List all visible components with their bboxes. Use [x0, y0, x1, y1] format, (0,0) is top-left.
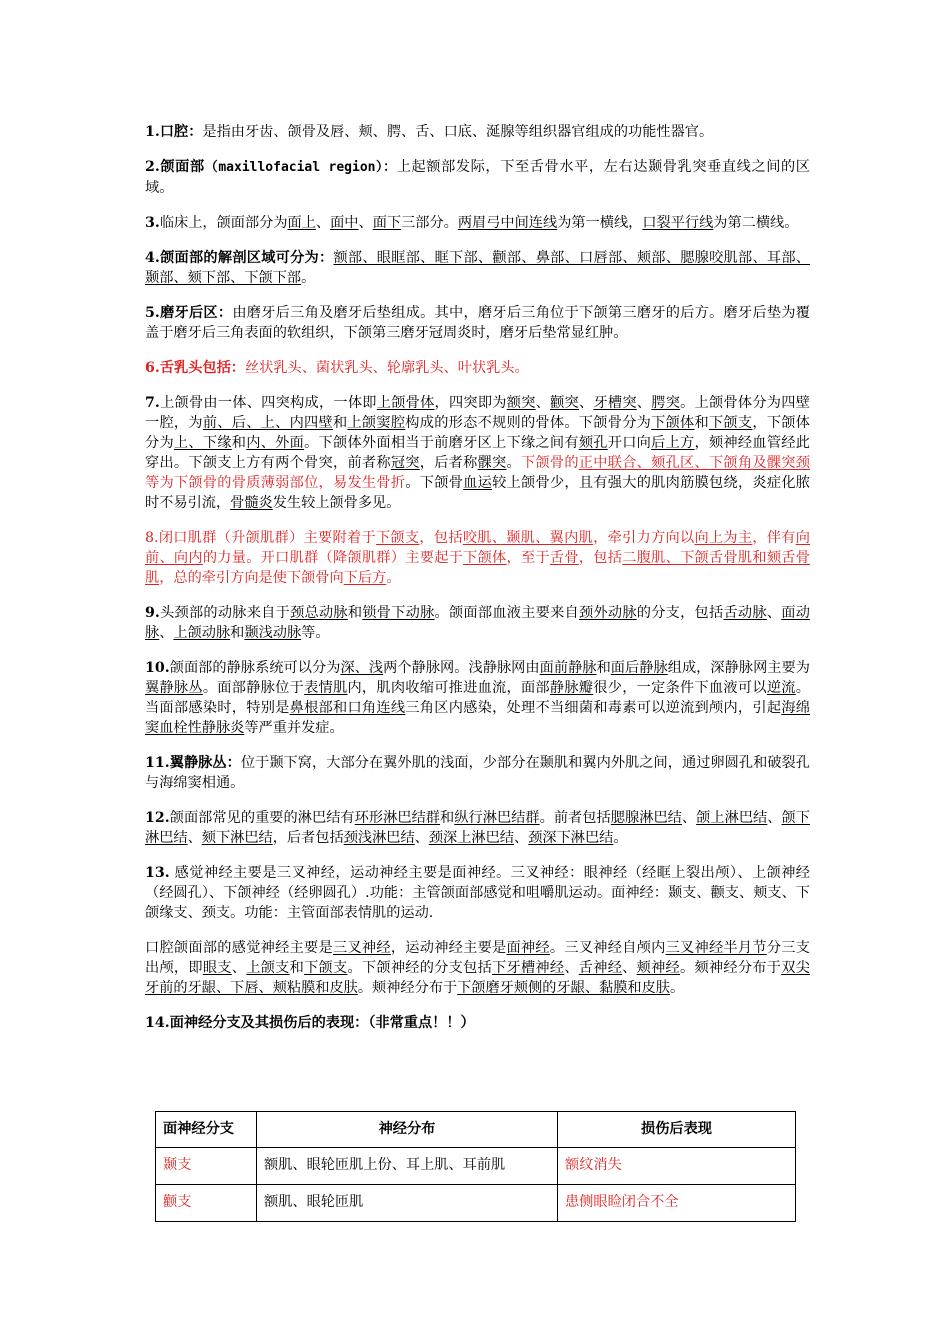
key-term: 静脉瓣	[549, 680, 594, 696]
key-term: 向上为主	[694, 530, 753, 546]
document-body	[145, 122, 810, 1045]
item-heading: 面神经分支及其损伤后的表现：（非常重点！！）	[169, 1015, 475, 1031]
text-run: ，运动神经主要是	[390, 940, 507, 956]
key-term: 舌动脉	[723, 605, 767, 621]
item-number: 3.	[145, 215, 160, 231]
text-run: 和	[230, 625, 245, 641]
item-11	[145, 753, 810, 793]
text-run: ，四突即为	[434, 395, 507, 411]
text-run: 和	[332, 415, 348, 431]
item-number: 13.	[145, 865, 170, 881]
highlighted-text: 等为下颌骨的骨质薄弱部位，易发生骨折	[145, 475, 406, 491]
key-term: 面上	[287, 215, 316, 231]
key-term: 三叉神经	[332, 940, 391, 956]
text-run: ，伴有	[752, 530, 796, 546]
item-8	[145, 528, 810, 588]
key-term: 颏下淋巴结	[201, 830, 273, 846]
column-header: 面神经分支	[156, 1112, 257, 1148]
text-run: 、	[187, 830, 202, 846]
text-run: 、	[535, 395, 551, 411]
text-run: 。面部静脉位于	[202, 680, 305, 696]
table-cell-distribution: 额肌、眼轮匝肌	[257, 1185, 558, 1222]
text-run: 三角区内感染，处理不当细菌和毒素可以逆流到颅内，引起	[405, 700, 782, 716]
text-run: 闭口肌群（升颌肌群）主要附着于	[158, 530, 376, 546]
text-run: 。颊神经分布于	[357, 980, 458, 996]
item-2	[145, 157, 810, 198]
key-term: 鼻根部和口角连线	[289, 700, 406, 716]
item-13-supplement	[145, 938, 810, 998]
text-run: 临床上，颌面部分为	[159, 215, 288, 231]
text-run: ，后者包括	[272, 830, 344, 846]
text-run: ，牵引力方向以	[593, 530, 695, 546]
item-number: 11.	[145, 755, 170, 771]
text-run: 、	[767, 810, 782, 826]
key-term: 上颌支	[246, 960, 290, 976]
text-run: 口腔颌面部的感觉神经主要是	[145, 940, 333, 956]
key-term: 面后静脉	[610, 660, 668, 676]
text-run: 。	[669, 980, 685, 996]
key-term: 颌下淋巴结	[145, 810, 810, 846]
key-term: 舌骨	[549, 550, 579, 566]
text-run: 等严重并发症。	[244, 720, 344, 736]
text-run: 。当面部感染时，特别是	[145, 680, 810, 716]
item-term: 颌面部	[159, 159, 205, 175]
text-run: 分三支出颅，即	[145, 940, 810, 976]
key-term: 表情肌	[304, 680, 348, 696]
key-term: 骨髓炎	[230, 495, 273, 511]
text-run: 发生较上颌骨多见。	[272, 495, 401, 511]
text-run: 、	[513, 830, 529, 846]
key-term: 冠突	[390, 455, 420, 471]
text-run: 和	[694, 415, 709, 431]
text-run: 开口向	[607, 435, 652, 451]
text-run: 、	[358, 215, 373, 231]
item-number: 2.	[145, 159, 160, 175]
item-4	[145, 248, 810, 288]
key-term: 颧突	[550, 395, 579, 411]
column-header: 神经分布	[257, 1112, 558, 1148]
item-number: 14.	[145, 1015, 170, 1031]
key-term: 逆流	[766, 680, 796, 696]
facial-nerve-table	[155, 1111, 796, 1222]
text-run: 。颏神经分布于	[680, 960, 782, 976]
highlighted-text: 下颌骨的	[520, 455, 579, 471]
key-term: 额突	[506, 395, 536, 411]
table-cell-injury: 额纹消失	[558, 1148, 796, 1185]
text-run: 、	[579, 395, 594, 411]
key-term: 两眉弓中间连线	[457, 215, 558, 231]
key-term: 向前、向内	[145, 530, 810, 566]
key-term: 颈浅淋巴结	[343, 830, 415, 846]
key-term: 口裂平行线	[642, 215, 714, 231]
item-term-english: （maxillofacial region）：	[204, 160, 397, 175]
text-run: 颌面部的静脉系统可以分为	[169, 660, 341, 676]
text-run: ，总的牵引方向是使下颌骨向	[159, 570, 344, 586]
key-term: 二腹肌、下颌舌骨肌和颏舌骨肌	[145, 550, 810, 586]
text-run: 。	[506, 455, 521, 471]
item-term: 磨牙后区：	[159, 305, 233, 321]
text-run: ，后者称	[419, 455, 478, 471]
key-term: 颌上淋巴结	[696, 810, 768, 826]
text-run: ，颏神经血管经此穿出。下颌支上方有两个骨突，前者称	[145, 435, 810, 471]
text-run: 和	[440, 810, 455, 826]
key-term: 前、后、上、内四壁	[202, 415, 333, 431]
text-run: 。下颌骨	[405, 475, 464, 491]
key-term: 颞浅动脉	[244, 625, 302, 641]
highlighted-key-term: 正中联合、颏孔区、下颌角及髁突颈	[578, 455, 810, 471]
text-run: 。下颌体外面相当于前磨牙区上下缘之间有	[304, 435, 579, 451]
text-run: 、	[315, 215, 331, 231]
text-run: ，包括	[578, 550, 623, 566]
text-run: 上颌骨由一体、四突构成，一体即	[159, 395, 377, 411]
key-term: 上、下缘	[173, 435, 232, 451]
key-term: 下后方	[343, 570, 387, 586]
item-term: 舌乳头包括：	[159, 360, 245, 376]
text-run: 颌面部常见的重要的淋巴结有	[169, 810, 355, 826]
text-run: 。上颌骨体分为四壁一腔，为	[145, 395, 810, 431]
key-term: 双尖牙前的牙龈、下唇、颊粘膜和皮肤	[145, 960, 810, 996]
key-term: 下颌体	[651, 415, 695, 431]
text-run: 和	[596, 660, 611, 676]
item-number: 12.	[145, 810, 170, 826]
text-run: 、	[564, 960, 579, 976]
item-6	[145, 358, 810, 378]
key-term: 翼静脉丛	[145, 680, 203, 696]
key-term: 面动脉	[145, 605, 810, 641]
text-run: 、	[414, 830, 429, 846]
item-number: 8.	[145, 530, 159, 546]
text-run: 和	[231, 435, 247, 451]
item-text: 丝状乳头、菌状乳头、轮廓乳头、叶状乳头。	[244, 360, 529, 376]
column-header: 损伤后表现	[558, 1112, 796, 1148]
key-term: 眼支	[202, 960, 232, 976]
item-12	[145, 808, 810, 848]
text-run: 、	[622, 960, 637, 976]
key-term: 面神经	[506, 940, 550, 956]
text-run: ，至于	[506, 550, 550, 566]
key-term: 面中	[330, 215, 359, 231]
key-term: 颏孔	[578, 435, 608, 451]
key-term: 下颌磨牙颊侧的牙龈、黏膜和皮肤	[457, 980, 670, 996]
item-7	[145, 393, 810, 513]
item-number: 5.	[145, 305, 160, 321]
item-text: 感觉神经主要是三叉神经，运动神经主要是面神经。三叉神经：眼神经（经眶上裂出颅）、上颌神经（经圆孔）、下颌神经（经卵圆孔）.功能：主管颌面部感觉和咀嚼肌运动。面神经：颞支、颧支、颊支、下颌缘支、颈支。功能：主管面部表情肌的运动.	[145, 865, 810, 921]
key-term: 上颌窦腔	[347, 415, 406, 431]
key-term: 腭突	[651, 395, 681, 411]
key-term: 颊神经	[636, 960, 681, 976]
key-term: 下颌支	[304, 960, 348, 976]
key-term: 髁突	[477, 455, 507, 471]
item-5	[145, 303, 810, 343]
text-run: 。前者包括	[539, 810, 611, 826]
item-1	[145, 122, 810, 142]
key-term: 下牙槽神经	[492, 960, 565, 976]
item-text: 位于颞下窝，大部分在翼外肌的浅面，少部分在颞肌和翼内外肌之间，通过卵圆孔和破裂孔与海绵窦相通。	[145, 755, 810, 791]
key-term: 牙槽突	[593, 395, 637, 411]
key-term: 后上方	[651, 435, 695, 451]
text-run: 构成的形态不规则的骨体。下颌骨分为	[405, 415, 652, 431]
text-run: 。三叉神经自颅内	[549, 940, 666, 956]
item-text: 由磨牙后三角及磨牙后垫组成。其中，磨牙后三角位于下颌第三磨牙的后方。磨牙后垫为覆盖于磨牙后三角表面的软组织，下颌第三磨牙冠周炎时，磨牙后垫常显红肿。	[145, 305, 810, 341]
table-cell-injury: 患侧眼睑闭合不全	[558, 1185, 796, 1222]
item-number: 9.	[145, 605, 160, 621]
item-number: 6.	[145, 360, 160, 376]
key-term: 下颌支	[375, 530, 420, 546]
key-term: 上颌动脉	[173, 625, 231, 641]
key-term: 下颌支	[708, 415, 753, 431]
key-term: 舌神经	[578, 960, 623, 976]
text-run: 两个静脉网。浅静脉网由	[383, 660, 540, 676]
key-term: 血运	[463, 475, 493, 491]
text-run: 的力量。开口肌群（降颌肌群）主要起于	[202, 550, 464, 566]
key-term: 额部、眼眶部、眶下部、颧部、鼻部、口唇部、颊部、腮腺咬肌部、耳部、颞部、颏下部、下颌下部	[145, 250, 810, 286]
item-number: 10.	[145, 660, 170, 676]
text-run: 和	[289, 960, 305, 976]
text-run: 和	[347, 605, 363, 621]
key-term: 环形淋巴结群	[354, 810, 441, 826]
item-term: 颌面部的解剖区域可分为：	[159, 250, 334, 266]
text-run: 为第一横线，	[557, 215, 643, 231]
table-row	[156, 1185, 796, 1222]
item-9	[145, 603, 810, 643]
item-text: 是指由牙齿、颌骨及唇、颊、腭、舌、口底、涎腺等组织器官组成的功能性器官。	[202, 124, 714, 140]
text-run: 较上颌骨少，且有强大的肌肉筋膜包绕，炎症化脓时不易引流，	[145, 475, 810, 511]
text-run: 、	[159, 625, 174, 641]
item-term: 口腔：	[159, 124, 203, 140]
text-run: 。	[386, 570, 401, 586]
text-run: 。	[301, 270, 316, 286]
key-term: 上颌骨体	[376, 395, 435, 411]
text-run: 。下颌神经的分支包括	[347, 960, 493, 976]
key-term: 腮腺淋巴结	[610, 810, 682, 826]
text-run: 内，肌肉收缩可推进血流，面部	[347, 680, 550, 696]
text-run: 、	[231, 960, 247, 976]
text-run: 组成，深静脉网主要为	[667, 660, 810, 676]
key-term: 颈总动脉	[290, 605, 348, 621]
item-number: 1.	[145, 124, 160, 140]
key-term: 三叉神经半月节	[665, 940, 767, 956]
table-cell-distribution: 额肌、眼轮匝肌上份、耳上肌、耳前肌	[257, 1148, 558, 1185]
item-14	[145, 1013, 810, 1033]
text-run: 、	[766, 605, 782, 621]
item-number: 4.	[145, 250, 160, 266]
text-run: 。颌面部血液主要来自	[434, 605, 579, 621]
table-cell-branch: 颧支	[156, 1185, 257, 1222]
item-text: 上起额部发际，下至舌骨水平，左右达颞骨乳突垂直线之间的区域。	[145, 159, 810, 196]
key-term: 面下	[372, 215, 402, 231]
text-run: 为第二横线。	[713, 215, 799, 231]
key-term: 颈外动脉	[579, 605, 637, 621]
item-13	[145, 863, 810, 923]
text-run: 头颈部的动脉来自于	[159, 605, 291, 621]
text-run: 。	[613, 830, 628, 846]
item-10	[145, 658, 810, 738]
key-term: 内、外面	[246, 435, 305, 451]
key-term: 下颌体	[463, 550, 507, 566]
item-term: 翼静脉丛：	[169, 755, 241, 771]
key-term: 深、浅	[340, 660, 384, 676]
key-term: 锁骨下动脉	[362, 605, 435, 621]
key-term: 颈深下淋巴结	[528, 830, 614, 846]
key-term: 海绵窦血栓性静脉炎	[145, 700, 810, 736]
text-run: 等。	[301, 625, 330, 641]
text-run: 三部分。	[401, 215, 458, 231]
key-term: 面前静脉	[539, 660, 597, 676]
item-number: 7.	[145, 395, 160, 411]
key-term: 咬肌、颞肌、翼内肌	[462, 530, 594, 546]
text-run: ，包括	[419, 530, 463, 546]
text-run: 的分支，包括	[636, 605, 724, 621]
item-3	[145, 213, 810, 233]
table-row	[156, 1148, 796, 1185]
text-run: 、	[636, 395, 652, 411]
key-term: 颈深上淋巴结	[428, 830, 514, 846]
text-run: 、	[681, 810, 697, 826]
key-term: 纵行淋巴结群	[454, 810, 540, 826]
table-cell-branch: 颞支	[156, 1148, 257, 1185]
text-run: ，下颌体分为	[145, 415, 810, 451]
text-run: 很少，一定条件下血液可以	[593, 680, 767, 696]
table-header-row	[156, 1112, 796, 1148]
